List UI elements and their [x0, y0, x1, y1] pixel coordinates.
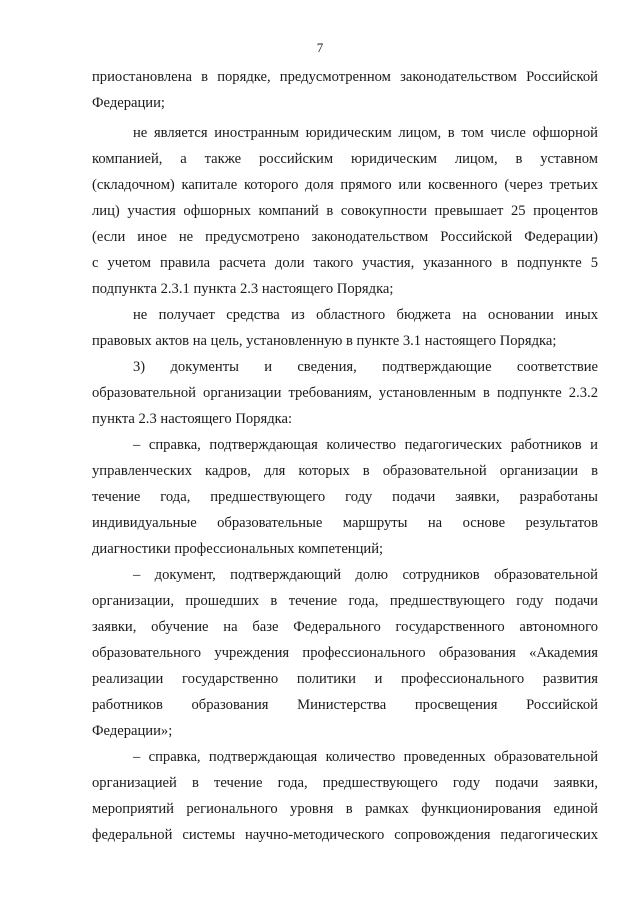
paragraph-first-line: 3) документы и сведения, подтверждающие соответствие [133, 359, 598, 375]
text-line: диагностики профессиональных компетенций; [92, 541, 384, 557]
text-line: работников образования Министерства просвещения Российской [92, 697, 598, 713]
text-line: реализации государственно политики и профессионального развития [92, 671, 598, 687]
text-line: Федерации; [92, 95, 165, 111]
document-body [92, 64, 598, 848]
paragraph-first-line: – документ, подтверждающий долю сотрудников образовательной [133, 567, 598, 583]
text-line: мероприятий регионального уровня в рамках функционирования единой [92, 801, 598, 817]
text-line: приостановлена в порядке, предусмотренном законодательством Российской [92, 69, 598, 85]
paragraph-first-line: – справка, подтверждающая количество проведенных образовательной [133, 749, 598, 765]
text-line: заявки, обучение на базе Федерального государственного автономного [92, 619, 598, 635]
text-line: с учетом правила расчета доли такого участия, указанного в подпункте 5 [92, 255, 598, 271]
text-line: организацией в течение года, предшествующего году подачи заявки, [92, 775, 598, 791]
text-line: образовательной организации требованиям, установленным в подпункте 2.3.2 [92, 385, 598, 401]
paragraph-first-line: – справка, подтверждающая количество педагогических работников и [133, 437, 598, 453]
text-line: компанией, а также российским юридическим лицом, в уставном [92, 151, 598, 167]
text-line: (складочном) капитале которого доля прямого или косвенного (через третьих [92, 177, 598, 193]
text-line: подпункта 2.3.1 пункта 2.3 настоящего Порядка; [92, 281, 394, 297]
text-line: пункта 2.3 настоящего Порядка: [92, 411, 293, 427]
paragraph-first-line: не является иностранным юридическим лицом, в том числе офшорной [133, 125, 598, 141]
text-line: индивидуальные образовательные маршруты на основе результатов [92, 515, 598, 531]
text-line: управленческих кадров, для которых в образовательной организации в [92, 463, 598, 479]
text-line: федеральной системы научно-методического сопровождения педагогических [92, 827, 598, 843]
text-line: лиц) участия офшорных компаний в совокупности превышает 25 процентов [92, 203, 598, 219]
text-line: организации, прошедших в течение года, предшествующего году подачи [92, 593, 598, 609]
text-line: течение года, предшествующего году подачи заявки, разработаны [92, 489, 598, 505]
text-line: правовых актов на цель, установленную в пункте 3.1 настоящего Порядка; [92, 333, 557, 349]
text-line: образовательного учреждения профессионального образования «Академия [92, 645, 598, 661]
page-number: 7 [316, 40, 324, 55]
text-line: Федерации»; [92, 723, 173, 739]
text-line: (если иное не предусмотрено законодательством Российской Федерации) [92, 229, 598, 245]
paragraph-first-line: не получает средства из областного бюджета на основании иных [133, 307, 598, 323]
